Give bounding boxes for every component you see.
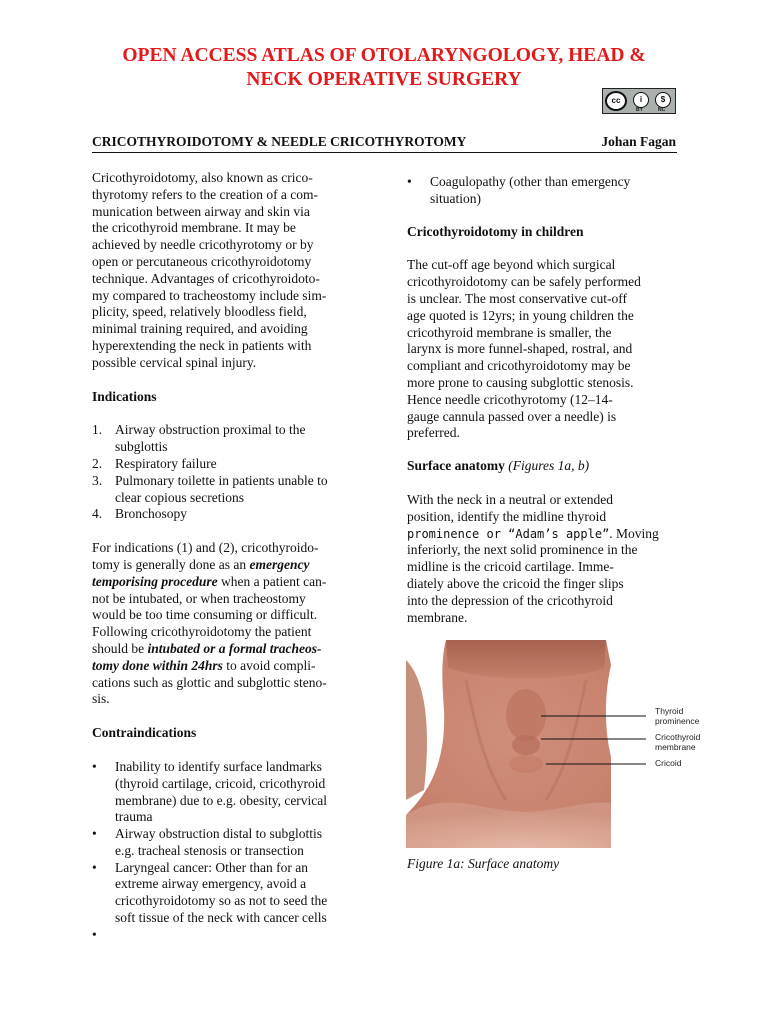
text-line: age quoted is 12yrs; in young children the bbox=[407, 307, 634, 323]
text-line: Airway obstruction distal to subglottis bbox=[115, 826, 322, 842]
text-span: tomy is generally done as an bbox=[92, 556, 250, 572]
children-paragraph bbox=[407, 257, 676, 442]
bullet-icon: • bbox=[92, 826, 97, 842]
label-thyroid-prominence bbox=[655, 706, 699, 726]
indications-paragraph bbox=[92, 540, 362, 708]
text-span: . Moving bbox=[609, 525, 659, 541]
list-item bbox=[92, 826, 362, 860]
text-line: technique. Advantages of cricothyroidoto- bbox=[92, 270, 320, 286]
text-line: clear copious secretions bbox=[115, 489, 244, 505]
text-line: plicity, speed, relatively bloodless field, bbox=[92, 304, 307, 320]
cc-logo-icon: cc bbox=[605, 91, 627, 111]
text-line: membrane. bbox=[407, 609, 468, 625]
indications-list bbox=[92, 422, 362, 523]
list-item bbox=[92, 759, 362, 826]
text-line: achieved by needle cricothyrotomy or by bbox=[92, 237, 314, 253]
text-line: Pulmonary toilette in patients unable to bbox=[115, 472, 328, 488]
text-line: Inability to identify surface landmarks bbox=[115, 758, 322, 774]
label-line: Thyroid bbox=[655, 706, 684, 716]
text-line: Laryngeal cancer: Other than for an bbox=[115, 859, 309, 875]
indications-heading: Indications bbox=[92, 388, 157, 404]
left-column bbox=[92, 170, 362, 944]
label-line: membrane bbox=[655, 742, 696, 752]
text-line: position, identify the midline thyroid bbox=[407, 508, 607, 524]
label-line: Cricoid bbox=[655, 758, 682, 768]
text-line: sis. bbox=[92, 691, 110, 707]
text-line: open or percutaneous cricothyroidotomy bbox=[92, 253, 312, 269]
neck-surface-anatomy-figure bbox=[406, 640, 646, 848]
label-cricothyroid-membrane bbox=[655, 732, 700, 752]
text-line: is unclear. The most conservative cut-off bbox=[407, 290, 627, 306]
text-line: would be too time consuming or difficult. bbox=[92, 607, 318, 623]
text-line: the cricothyroid membrane. It may be bbox=[92, 220, 296, 236]
list-item bbox=[92, 456, 362, 473]
text-line bbox=[92, 658, 362, 675]
emphasis-text: temporising procedure bbox=[92, 573, 218, 589]
intro-paragraph bbox=[92, 170, 362, 372]
text-line: into the depression of the cricothyroid bbox=[407, 592, 613, 608]
text-line: thyrotomy refers to the creation of a com- bbox=[92, 186, 319, 202]
nc-dollar-icon: $ bbox=[655, 92, 671, 108]
emphasis-text: tomy done within 24hrs bbox=[92, 657, 223, 673]
text-line: Following cricothyroidotomy the patient bbox=[92, 624, 312, 640]
text-line: (thyroid cartilage, cricoid, cricothyroid bbox=[115, 775, 326, 791]
nc-label: NC bbox=[658, 107, 666, 113]
bullet-icon: • bbox=[92, 926, 97, 942]
list-item bbox=[407, 174, 676, 208]
contraindications-list bbox=[92, 759, 362, 944]
label-line: prominence bbox=[655, 716, 700, 726]
text-line: minimal training required, and avoiding bbox=[92, 321, 308, 337]
text-line: Cricothyroidotomy, also known as crico- bbox=[92, 170, 313, 185]
text-line: With the neck in a neutral or extended bbox=[407, 491, 614, 507]
text-line: gauge cannula passed over a needle) is bbox=[407, 408, 617, 424]
text-line: soft tissue of the neck with cancer cells bbox=[115, 910, 327, 926]
text-line: more prone to causing subglottic stenosis. bbox=[407, 374, 634, 390]
contraindications-heading: Contraindications bbox=[92, 725, 197, 741]
text-line: For indications (1) and (2), cricothyroido- bbox=[92, 540, 319, 556]
label-cricoid bbox=[655, 758, 681, 768]
list-number: 3. bbox=[92, 472, 103, 488]
text-line: midline is the cricoid cartilage. Imme- bbox=[407, 559, 614, 575]
text-line: possible cervical spinal injury. bbox=[92, 354, 257, 370]
text-line: cricothyroid membrane is smaller, the bbox=[407, 324, 612, 340]
text-line: Coagulopathy (other than emergency bbox=[430, 174, 631, 189]
article-title: CRICOTHYROIDOTOMY & NEEDLE CRICOTHYROTOMY bbox=[92, 134, 467, 149]
cc-by-nc-icon bbox=[602, 88, 676, 114]
text-line: situation) bbox=[430, 190, 481, 206]
text-line: hyperextending the neck in patients with bbox=[92, 337, 312, 353]
figure-caption: Figure 1a: Surface anatomy bbox=[407, 856, 560, 871]
label-line: Cricothyroid bbox=[655, 732, 701, 742]
emphasis-text: emergency bbox=[249, 556, 310, 572]
text-line: cricothyroidotomy so as not to seed the bbox=[115, 893, 328, 909]
children-heading: Cricothyroidotomy in children bbox=[407, 223, 584, 239]
by-label: BY bbox=[636, 107, 643, 113]
text-line: trauma bbox=[115, 809, 153, 825]
text-line: extreme airway emergency, avoid a bbox=[115, 876, 307, 892]
list-number: 1. bbox=[92, 422, 103, 438]
list-item bbox=[92, 473, 362, 507]
list-item bbox=[92, 422, 362, 456]
text-line: Bronchosopy bbox=[115, 506, 187, 522]
heading-text: Surface anatomy bbox=[407, 458, 505, 474]
neck-photo-image bbox=[406, 640, 646, 848]
bullet-icon: • bbox=[407, 174, 412, 189]
bullet-icon: • bbox=[92, 859, 97, 875]
text-line: diately above the cricoid the finger slips bbox=[407, 575, 624, 591]
atlas-title-line1: OPEN ACCESS ATLAS OF OTOLARYNGOLOGY, HEAD & bbox=[122, 45, 646, 66]
text-line: larynx is more funnel-shaped, rostral, and bbox=[407, 341, 633, 357]
header-divider bbox=[92, 152, 677, 153]
list-item bbox=[92, 506, 362, 523]
list-number: 2. bbox=[92, 455, 103, 471]
text-line: The cut-off age beyond which surgical bbox=[407, 257, 616, 273]
text-line: preferred. bbox=[407, 425, 460, 441]
text-span: to avoid compli- bbox=[222, 657, 316, 673]
atlas-title-line2: NECK OPERATIVE SURGERY bbox=[246, 69, 522, 90]
list-item bbox=[92, 860, 362, 927]
right-column bbox=[407, 174, 676, 626]
by-person-icon: i bbox=[633, 92, 649, 108]
text-line bbox=[407, 526, 676, 543]
text-line: subglottis bbox=[115, 439, 168, 455]
surface-anatomy-heading bbox=[407, 458, 676, 475]
atlas-title bbox=[0, 44, 768, 92]
text-line: cricothyroidotomy can be safely performed bbox=[407, 274, 641, 290]
emphasis-text: intubated or a formal tracheos- bbox=[147, 640, 322, 656]
text-line: Airway obstruction proximal to the bbox=[115, 422, 306, 438]
list-number: 4. bbox=[92, 506, 103, 522]
list-item bbox=[92, 927, 362, 944]
text-line: not be intubated, or when tracheostomy bbox=[92, 590, 306, 606]
text-span: should be bbox=[92, 640, 148, 656]
contraindications-list-continued bbox=[407, 174, 676, 208]
text-line: munication between airway and skin via bbox=[92, 203, 310, 219]
text-line: inferiorly, the next solid prominence in the bbox=[407, 542, 638, 558]
text-line: compliant and cricothyroidotomy may be bbox=[407, 358, 631, 374]
text-span: when a patient can- bbox=[217, 573, 327, 589]
text-line: membrane) due to e.g. obesity, cervical bbox=[115, 792, 328, 808]
text-line bbox=[92, 641, 362, 658]
surface-anatomy-paragraph bbox=[407, 492, 676, 626]
text-line: my compared to tracheostomy include sim- bbox=[92, 287, 327, 303]
text-line: cations such as glottic and subglottic steno- bbox=[92, 674, 327, 690]
figure-reference: (Figures 1a, b) bbox=[504, 458, 590, 474]
text-line bbox=[92, 557, 362, 574]
mono-text: prominence or “Adam’s apple” bbox=[407, 526, 610, 541]
text-line: Hence needle cricothyrotomy (12–14- bbox=[407, 391, 613, 407]
bullet-icon: • bbox=[92, 758, 97, 774]
text-line: Respiratory failure bbox=[115, 455, 217, 471]
text-line: e.g. tracheal stenosis or transection bbox=[115, 842, 304, 858]
text-line bbox=[92, 574, 362, 591]
article-author: Johan Fagan bbox=[601, 134, 676, 149]
